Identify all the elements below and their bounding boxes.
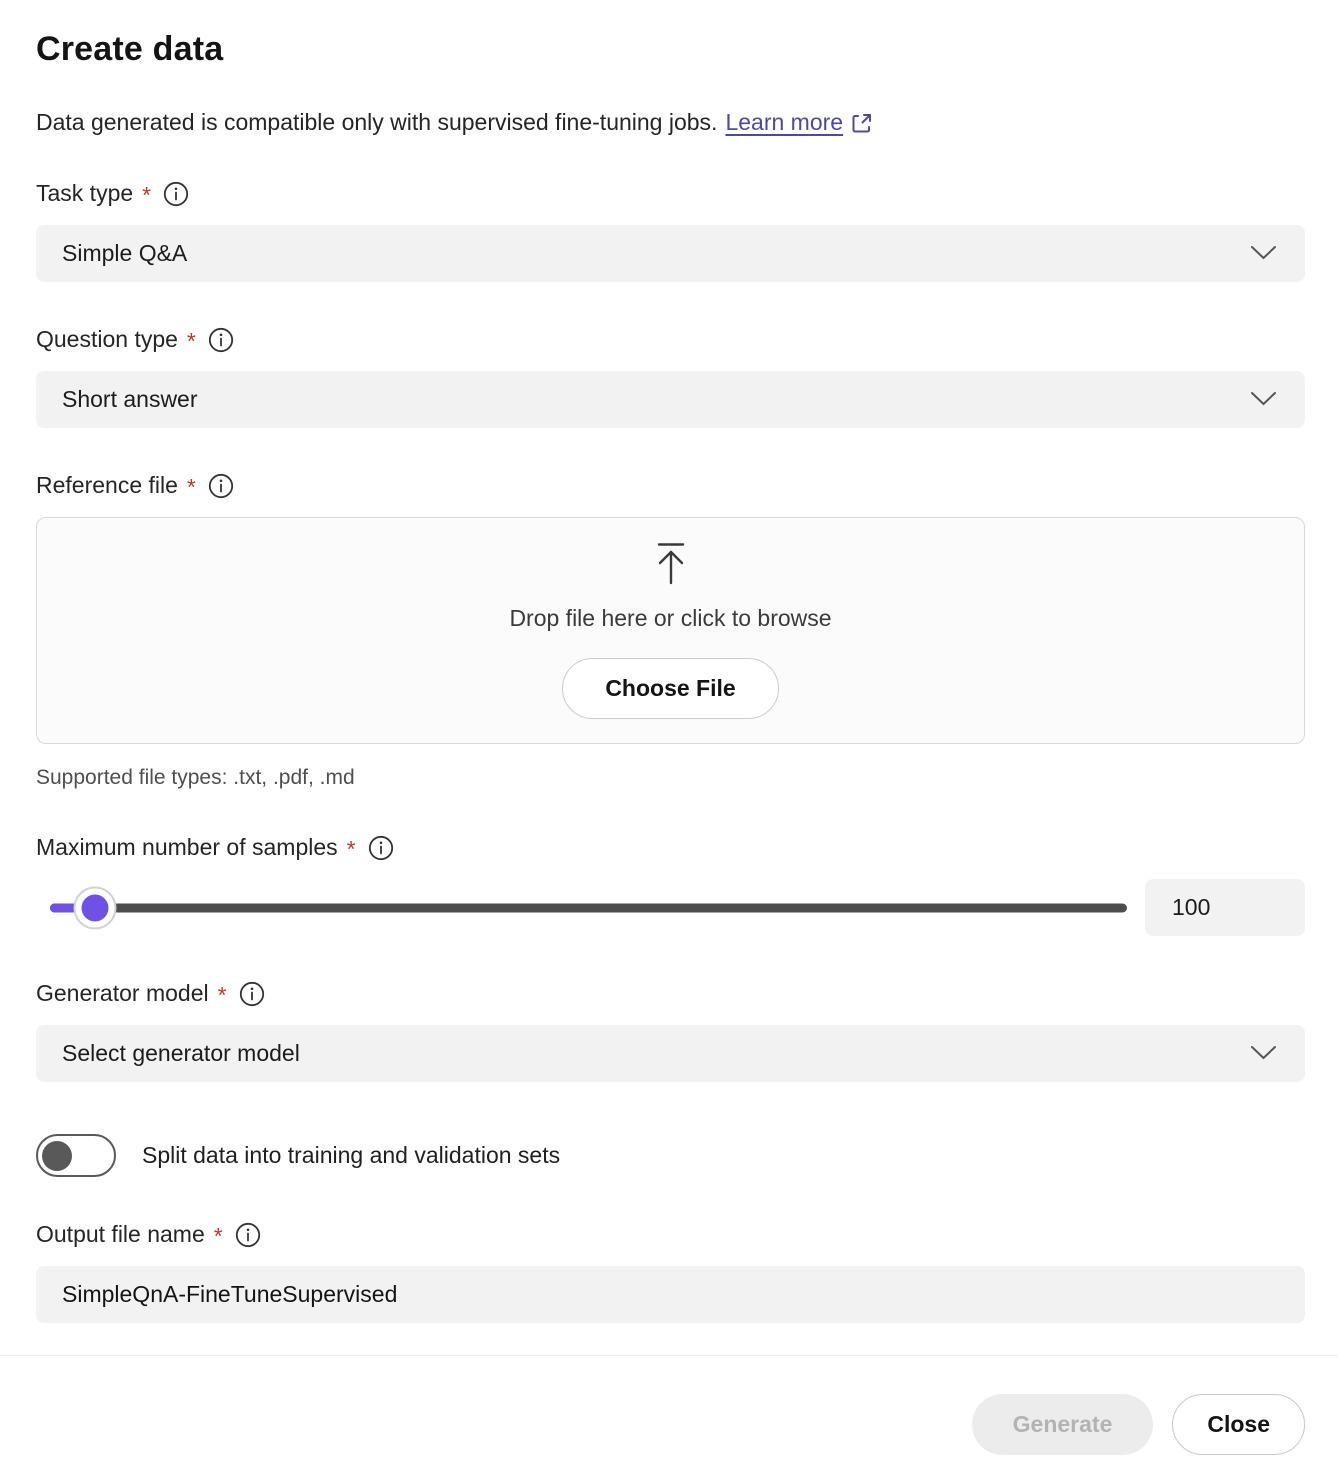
output-file-name-label-row	[36, 1221, 1305, 1248]
chevron-down-icon	[1250, 386, 1277, 413]
output-file-name-input[interactable]	[36, 1266, 1305, 1323]
required-asterisk: *	[346, 836, 356, 862]
supported-file-types-note: Supported file types: .txt, .pdf, .md	[36, 766, 355, 789]
dialog-footer	[0, 1355, 1338, 1455]
subtitle	[36, 109, 1305, 136]
generator-model-select[interactable]	[36, 1025, 1305, 1082]
chevron-down-icon	[1250, 1040, 1277, 1067]
task-type-label: Task type	[36, 180, 134, 206]
reference-file-group	[36, 472, 1305, 790]
upload-icon	[652, 542, 690, 591]
task-type-label-row	[36, 180, 1305, 207]
generator-model-label: Generator model	[36, 980, 209, 1006]
question-type-value: Short answer	[62, 386, 198, 412]
required-asterisk: *	[186, 474, 196, 500]
info-icon[interactable]	[163, 181, 189, 207]
question-type-label-row	[36, 326, 1305, 353]
dropzone-text: Drop file here or click to browse	[509, 605, 832, 631]
generator-model-label-row	[36, 980, 1305, 1007]
file-dropzone[interactable]	[36, 517, 1305, 744]
info-icon[interactable]	[208, 327, 234, 353]
info-icon[interactable]	[368, 835, 394, 861]
task-type-group	[36, 180, 1305, 282]
max-samples-group	[36, 834, 1305, 936]
output-file-name-label: Output file name	[36, 1221, 205, 1247]
learn-more-link[interactable]	[725, 109, 874, 136]
split-data-toggle[interactable]	[36, 1134, 116, 1177]
slider-thumb[interactable]	[73, 886, 116, 929]
info-icon[interactable]	[208, 473, 234, 499]
learn-more-label: Learn more	[725, 109, 844, 135]
choose-file-button[interactable]: Choose File	[562, 658, 778, 719]
close-button[interactable]: Close	[1172, 1394, 1305, 1455]
split-data-toggle-label: Split data into training and validation sets	[142, 1142, 561, 1168]
info-icon[interactable]	[239, 981, 265, 1007]
page-title: Create data	[36, 30, 224, 68]
subtitle-text: Data generated is compatible only with supervised fine-tuning jobs.	[36, 109, 718, 135]
task-type-select[interactable]	[36, 225, 1305, 282]
external-link-icon	[850, 111, 874, 135]
slider-track[interactable]	[50, 903, 1127, 912]
generator-model-value: Select generator model	[62, 1040, 300, 1066]
reference-file-label-row	[36, 472, 1305, 499]
task-type-value: Simple Q&A	[62, 240, 188, 266]
required-asterisk: *	[142, 182, 152, 208]
info-icon[interactable]	[235, 1222, 261, 1248]
required-asterisk: *	[213, 1223, 223, 1249]
question-type-select[interactable]	[36, 371, 1305, 428]
max-samples-slider-row	[36, 879, 1305, 936]
generate-button[interactable]: Generate	[972, 1394, 1154, 1455]
reference-file-label: Reference file	[36, 472, 178, 498]
split-data-toggle-row	[36, 1134, 1305, 1177]
toggle-knob	[42, 1141, 72, 1171]
max-samples-label: Maximum number of samples	[36, 834, 338, 860]
max-samples-slider[interactable]	[36, 879, 1127, 936]
output-file-name-group	[36, 1221, 1305, 1323]
generator-model-group	[36, 980, 1305, 1082]
required-asterisk: *	[217, 982, 227, 1008]
question-type-label: Question type	[36, 326, 178, 352]
question-type-group	[36, 326, 1305, 428]
max-samples-value-field[interactable]: 100	[1145, 879, 1305, 936]
max-samples-label-row	[36, 834, 1305, 861]
required-asterisk: *	[186, 328, 196, 354]
chevron-down-icon	[1250, 240, 1277, 267]
